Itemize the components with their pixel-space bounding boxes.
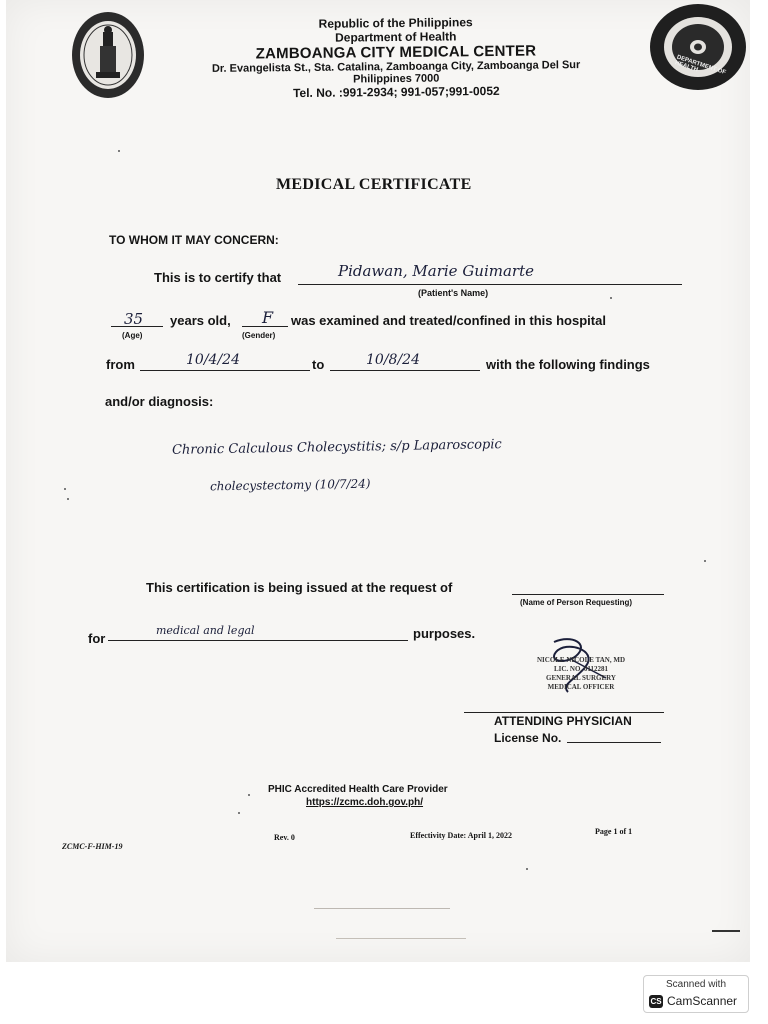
- stamp-specialty: GENERAL SURGERY: [546, 674, 616, 682]
- salutation: TO WHOM IT MAY CONCERN:: [109, 233, 279, 247]
- page-number: Page 1 of 1: [595, 827, 633, 836]
- website-link[interactable]: https://zcmc.doh.gov.ph/: [306, 797, 424, 808]
- faint-rule: [336, 938, 466, 939]
- examined-text: was examined and treated/confined in this hospital: [291, 313, 606, 328]
- from-date-handwritten: 10/4/24: [186, 352, 240, 368]
- to-date-handwritten: 10/8/24: [366, 352, 420, 368]
- camscanner-badge: [643, 975, 749, 1013]
- to-label: to: [312, 357, 325, 372]
- scanned-with-text: Scanned with: [665, 979, 727, 990]
- phic-text: PHIC Accredited Health Care Provider: [268, 784, 448, 795]
- physician-title: ATTENDING PHYSICIAN: [494, 714, 632, 728]
- age-handwritten: 35: [124, 310, 144, 328]
- license-line: [567, 742, 661, 743]
- requesting-caption: (Name of Person Requesting): [520, 598, 633, 607]
- form-code: ZCMC-F-HIM-19: [62, 842, 123, 851]
- patient-name-line: [298, 284, 682, 285]
- findings-text: with the following findings: [486, 357, 650, 372]
- faint-rule: [314, 908, 450, 909]
- speck: [118, 150, 120, 152]
- to-date-line: [330, 370, 480, 371]
- purpose-line: [108, 640, 408, 641]
- years-old-text: years old,: [170, 313, 231, 328]
- speck: [67, 498, 69, 500]
- speck: [64, 488, 66, 490]
- right-seal-text: DEPARTMENT OF HEALTH: [674, 54, 727, 77]
- stamp-department: MEDICAL OFFICER: [547, 683, 615, 691]
- camscanner-brand: CamScanner: [667, 994, 738, 1008]
- department-line: Department of Health: [335, 29, 457, 45]
- for-label: for: [88, 631, 106, 646]
- physician-stamp: [516, 656, 646, 692]
- issued-text: This certification is being issued at the request of: [146, 580, 453, 595]
- revision: Rev. 0: [274, 833, 295, 842]
- certify-lead: This is to certify that: [154, 270, 282, 285]
- camscanner-logo-icon: CS: [650, 997, 662, 1006]
- diagnosis-line-1: Chronic Calculous Cholecystitis; s/p Laparoscopic: [171, 437, 502, 458]
- diagnosis-line-2: cholecystectomy (10/7/24): [209, 476, 371, 494]
- address-line: Dr. Evangelista St., Sta. Catalina, Zamboanga City, Zamboanga Del Sur: [211, 59, 581, 75]
- speck: [610, 297, 612, 299]
- from-date-line: [140, 370, 310, 371]
- patient-name-caption: (Patient's Name): [418, 288, 489, 298]
- speck: [248, 794, 250, 796]
- zcmc-seal-icon: [70, 10, 146, 100]
- speck: [238, 812, 240, 814]
- physician-signature-line: [464, 712, 664, 713]
- speck: [704, 560, 706, 562]
- diagnosis-label: and/or diagnosis:: [105, 394, 214, 409]
- republic-line: Republic of the Philippines: [318, 15, 473, 31]
- hospital-name: ZAMBOANGA CITY MEDICAL CENTER: [255, 42, 537, 63]
- effectivity-date: Effectivity Date: April 1, 2022: [410, 831, 512, 840]
- certificate-page: [6, 0, 750, 962]
- requesting-name-line: [512, 594, 664, 595]
- letterhead: [186, 14, 607, 101]
- faint-rule: [712, 930, 740, 932]
- gender-caption: (Gender): [242, 331, 276, 340]
- stamp-name: NICOLE NICOLE TAN, MD: [536, 656, 626, 664]
- stamp-license: LIC. NO. 0112281: [553, 665, 609, 673]
- purposes-label: purposes.: [413, 626, 476, 641]
- license-label: License No.: [494, 731, 562, 745]
- patient-name-handwritten: Pidawan, Marie Guimarte: [338, 262, 535, 280]
- speck: [526, 868, 528, 870]
- page-title: MEDICAL CERTIFICATE: [276, 176, 472, 193]
- age-caption: (Age): [122, 331, 143, 340]
- telephone-line: Tel. No. :991-2934; 991-057;991-0052: [292, 83, 500, 101]
- gender-handwritten: F: [262, 308, 274, 327]
- country-zip: Philippines 7000: [353, 72, 440, 86]
- from-label: from: [106, 357, 135, 372]
- purpose-handwritten: medical and legal: [156, 624, 255, 637]
